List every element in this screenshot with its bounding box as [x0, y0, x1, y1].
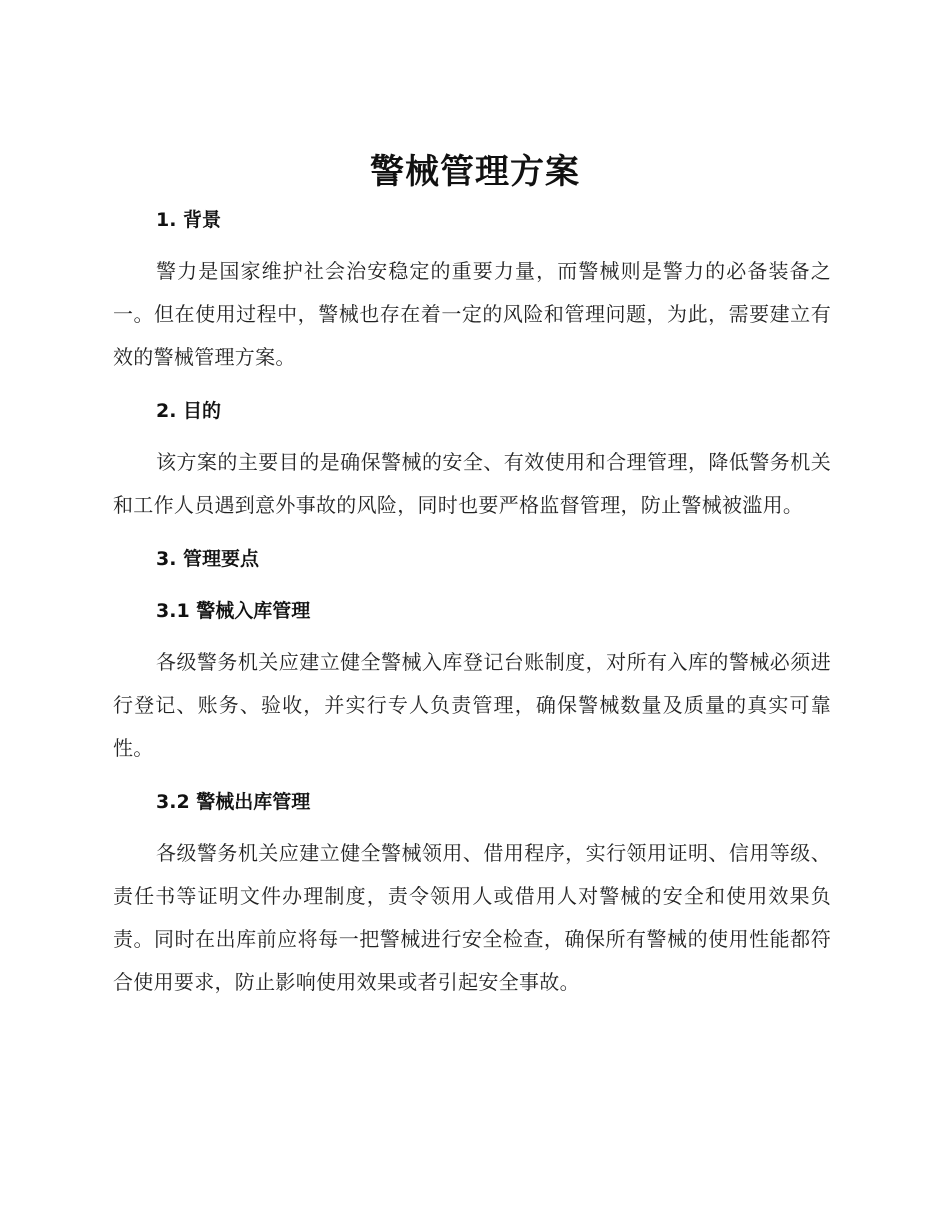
section-heading-key-points: 3. 管理要点	[156, 548, 260, 570]
section-heading-outbound: 3.2 警械出库管理	[156, 791, 311, 813]
section-heading-background: 1. 背景	[156, 209, 222, 231]
section-paragraph-background: 警力是国家维护社会治安稳定的重要力量，而警械则是警力的必备装备之一。但在使用过程中，警械也存在着一定的风险和管理问题，为此，需要建立有效的警械管理方案。	[113, 259, 831, 369]
section-heading-purpose: 2. 目的	[156, 400, 222, 422]
section-heading-inbound: 3.1 警械入库管理	[156, 600, 311, 622]
document-body	[113, 200, 831, 1004]
section-paragraph-purpose: 该方案的主要目的是确保警械的安全、有效使用和合理管理，降低警务机关和工作人员遇到意外事故的风险，同时也要严格监督管理，防止警械被滥用。	[113, 450, 831, 517]
document-title: 警械管理方案	[370, 152, 580, 192]
section-paragraph-outbound: 各级警务机关应建立健全警械领用、借用程序，实行领用证明、信用等级、责任书等证明文件办理制度，责令领用人或借用人对警械的安全和使用效果负责。同时在出库前应将每一把警械进行安全检查，确保所有警械的使用性能都符合使用要求，防止影响使用效果或者引起安全事故。	[113, 841, 831, 994]
section-paragraph-inbound: 各级警务机关应建立健全警械入库登记台账制度，对所有入库的警械必须进行登记、账务、验收，并实行专人负责管理，确保警械数量及质量的真实可靠性。	[113, 650, 831, 760]
